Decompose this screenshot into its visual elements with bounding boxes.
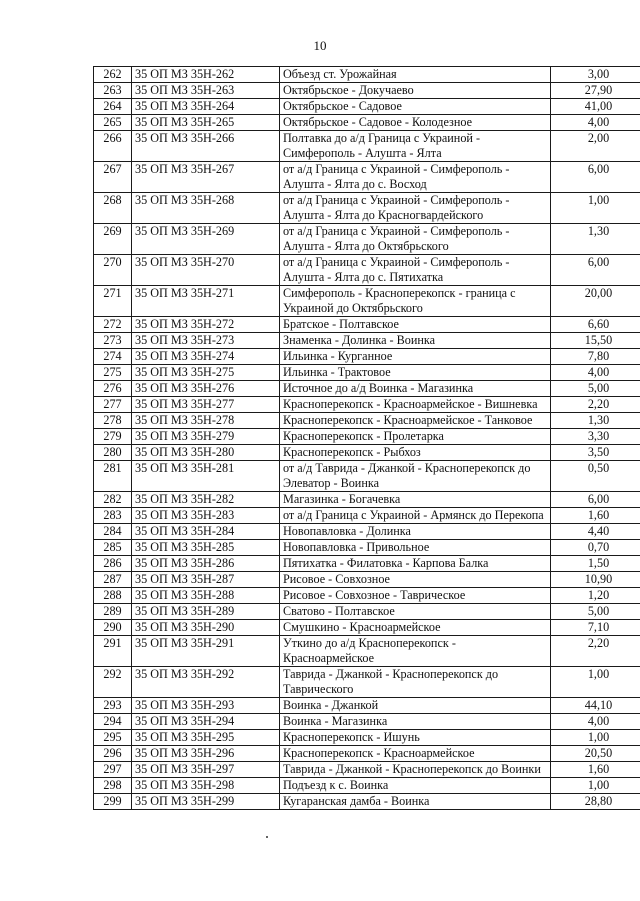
- table-row: [94, 714, 640, 730]
- road-code: 35 ОП МЗ 35Н-293: [132, 698, 280, 714]
- road-name: Таврида - Джанкой - Красноперекопск до Воинки: [280, 762, 551, 778]
- table-row: [94, 115, 640, 131]
- road-length: 20,00: [551, 286, 640, 317]
- table-row: [94, 556, 640, 572]
- table-row: [94, 445, 640, 461]
- row-number: 267: [94, 162, 132, 193]
- row-number: 295: [94, 730, 132, 746]
- table-row: [94, 413, 640, 429]
- road-code: 35 ОП МЗ 35Н-288: [132, 588, 280, 604]
- row-number: 277: [94, 397, 132, 413]
- road-name: Воинка - Джанкой: [280, 698, 551, 714]
- table-row: [94, 286, 640, 317]
- table-row: [94, 730, 640, 746]
- row-number: 275: [94, 365, 132, 381]
- road-code: 35 ОП МЗ 35Н-290: [132, 620, 280, 636]
- road-name: от а/д Граница с Украиной - Симферополь - Алушта - Ялта до с. Пятихатка: [280, 255, 551, 286]
- road-name: Кугаранская дамба - Воинка: [280, 794, 551, 810]
- road-code: 35 ОП МЗ 35Н-277: [132, 397, 280, 413]
- row-number: 288: [94, 588, 132, 604]
- road-name: от а/д Граница с Украиной - Симферополь - Алушта - Ялта до Октябрьского: [280, 224, 551, 255]
- row-number: 285: [94, 540, 132, 556]
- road-code: 35 ОП МЗ 35Н-267: [132, 162, 280, 193]
- table-row: [94, 131, 640, 162]
- road-code: 35 ОП МЗ 35Н-299: [132, 794, 280, 810]
- roads-table: [93, 66, 640, 810]
- row-number: 265: [94, 115, 132, 131]
- road-code: 35 ОП МЗ 35Н-262: [132, 67, 280, 83]
- road-name: Уткино до а/д Красноперекопск - Красноармейское: [280, 636, 551, 667]
- table-row: [94, 636, 640, 667]
- road-code: 35 ОП МЗ 35Н-275: [132, 365, 280, 381]
- stray-dot: [266, 836, 268, 838]
- row-number: 280: [94, 445, 132, 461]
- table-row: [94, 255, 640, 286]
- road-code: 35 ОП МЗ 35Н-278: [132, 413, 280, 429]
- road-code: 35 ОП МЗ 35Н-298: [132, 778, 280, 794]
- road-name: Братское - Полтавское: [280, 317, 551, 333]
- road-length: 1,00: [551, 778, 640, 794]
- road-name: от а/д Граница с Украиной - Симферополь - Алушта - Ялта до Красногвардейского: [280, 193, 551, 224]
- road-length: 2,00: [551, 131, 640, 162]
- roads-table-body: [94, 67, 640, 810]
- road-code: 35 ОП МЗ 35Н-276: [132, 381, 280, 397]
- road-name: Красноперекопск - Красноармейское: [280, 746, 551, 762]
- road-length: 6,00: [551, 255, 640, 286]
- table-row: [94, 588, 640, 604]
- road-name: Источное до а/д Воинка - Магазинка: [280, 381, 551, 397]
- table-row: [94, 667, 640, 698]
- row-number: 266: [94, 131, 132, 162]
- row-number: 283: [94, 508, 132, 524]
- road-length: 7,10: [551, 620, 640, 636]
- table-row: [94, 492, 640, 508]
- road-code: 35 ОП МЗ 35Н-296: [132, 746, 280, 762]
- road-length: 3,50: [551, 445, 640, 461]
- road-length: 1,30: [551, 224, 640, 255]
- road-name: Смушкино - Красноармейское: [280, 620, 551, 636]
- road-length: 4,00: [551, 115, 640, 131]
- road-name: Полтавка до а/д Граница с Украиной - Симферополь - Алушта - Ялта: [280, 131, 551, 162]
- road-length: 6,00: [551, 162, 640, 193]
- road-name: Красноперекопск - Красноармейское - Танковое: [280, 413, 551, 429]
- road-name: Воинка - Магазинка: [280, 714, 551, 730]
- road-code: 35 ОП МЗ 35Н-297: [132, 762, 280, 778]
- road-length: 3,30: [551, 429, 640, 445]
- road-length: 6,60: [551, 317, 640, 333]
- table-row: [94, 429, 640, 445]
- road-name: Подъезд к с. Воинка: [280, 778, 551, 794]
- table-row: [94, 540, 640, 556]
- road-code: 35 ОП МЗ 35Н-265: [132, 115, 280, 131]
- road-code: 35 ОП МЗ 35Н-284: [132, 524, 280, 540]
- road-length: 1,60: [551, 762, 640, 778]
- road-code: 35 ОП МЗ 35Н-289: [132, 604, 280, 620]
- road-length: 4,00: [551, 365, 640, 381]
- road-code: 35 ОП МЗ 35Н-291: [132, 636, 280, 667]
- road-length: 15,50: [551, 333, 640, 349]
- row-number: 274: [94, 349, 132, 365]
- road-name: Пятихатка - Филатовка - Карпова Балка: [280, 556, 551, 572]
- road-name: Новопавловка - Привольное: [280, 540, 551, 556]
- row-number: 270: [94, 255, 132, 286]
- road-code: 35 ОП МЗ 35Н-263: [132, 83, 280, 99]
- road-code: 35 ОП МЗ 35Н-271: [132, 286, 280, 317]
- table-row: [94, 604, 640, 620]
- road-code: 35 ОП МЗ 35Н-274: [132, 349, 280, 365]
- table-row: [94, 794, 640, 810]
- row-number: 290: [94, 620, 132, 636]
- road-name: Симферополь - Красноперекопск - граница с Украиной до Октябрьского: [280, 286, 551, 317]
- road-length: 1,00: [551, 730, 640, 746]
- road-code: 35 ОП МЗ 35Н-286: [132, 556, 280, 572]
- table-row: [94, 778, 640, 794]
- road-length: 1,60: [551, 508, 640, 524]
- row-number: 269: [94, 224, 132, 255]
- road-code: 35 ОП МЗ 35Н-272: [132, 317, 280, 333]
- row-number: 278: [94, 413, 132, 429]
- road-length: 1,30: [551, 413, 640, 429]
- road-length: 28,80: [551, 794, 640, 810]
- table-row: [94, 508, 640, 524]
- road-length: 44,10: [551, 698, 640, 714]
- row-number: 286: [94, 556, 132, 572]
- table-row: [94, 333, 640, 349]
- road-code: 35 ОП МЗ 35Н-266: [132, 131, 280, 162]
- road-name: Сватово - Полтавское: [280, 604, 551, 620]
- row-number: 294: [94, 714, 132, 730]
- road-name: Знаменка - Долинка - Воинка: [280, 333, 551, 349]
- table-row: [94, 317, 640, 333]
- road-name: от а/д Граница с Украиной - Симферополь - Алушта - Ялта до с. Восход: [280, 162, 551, 193]
- row-number: 271: [94, 286, 132, 317]
- road-name: Красноперекопск - Ишунь: [280, 730, 551, 746]
- road-code: 35 ОП МЗ 35Н-295: [132, 730, 280, 746]
- table-row: [94, 572, 640, 588]
- table-row: [94, 99, 640, 115]
- road-name: от а/д Граница с Украиной - Армянск до Перекопа: [280, 508, 551, 524]
- row-number: 292: [94, 667, 132, 698]
- road-length: 0,50: [551, 461, 640, 492]
- table-row: [94, 698, 640, 714]
- road-code: 35 ОП МЗ 35Н-273: [132, 333, 280, 349]
- road-length: 10,90: [551, 572, 640, 588]
- road-name: Ильинка - Курганное: [280, 349, 551, 365]
- road-code: 35 ОП МЗ 35Н-264: [132, 99, 280, 115]
- road-code: 35 ОП МЗ 35Н-292: [132, 667, 280, 698]
- row-number: 272: [94, 317, 132, 333]
- row-number: 297: [94, 762, 132, 778]
- row-number: 263: [94, 83, 132, 99]
- road-name: Магазинка - Богачевка: [280, 492, 551, 508]
- table-row: [94, 349, 640, 365]
- row-number: 291: [94, 636, 132, 667]
- road-length: 1,00: [551, 667, 640, 698]
- road-length: 5,00: [551, 604, 640, 620]
- table-row: [94, 461, 640, 492]
- road-length: 3,00: [551, 67, 640, 83]
- row-number: 273: [94, 333, 132, 349]
- road-code: 35 ОП МЗ 35Н-268: [132, 193, 280, 224]
- road-length: 6,00: [551, 492, 640, 508]
- road-name: Октябрьское - Садовое - Колодезное: [280, 115, 551, 131]
- road-length: 7,80: [551, 349, 640, 365]
- road-length: 4,00: [551, 714, 640, 730]
- row-number: 298: [94, 778, 132, 794]
- road-name: Ильинка - Трактовое: [280, 365, 551, 381]
- road-name: Красноперекопск - Пролетарка: [280, 429, 551, 445]
- road-length: 1,00: [551, 193, 640, 224]
- road-code: 35 ОП МЗ 35Н-270: [132, 255, 280, 286]
- road-code: 35 ОП МЗ 35Н-279: [132, 429, 280, 445]
- road-length: 2,20: [551, 636, 640, 667]
- road-name: Объезд ст. Урожайная: [280, 67, 551, 83]
- road-length: 20,50: [551, 746, 640, 762]
- row-number: 296: [94, 746, 132, 762]
- road-length: 27,90: [551, 83, 640, 99]
- table-row: [94, 83, 640, 99]
- table-row: [94, 746, 640, 762]
- road-length: 2,20: [551, 397, 640, 413]
- table-row: [94, 224, 640, 255]
- row-number: 276: [94, 381, 132, 397]
- row-number: 293: [94, 698, 132, 714]
- row-number: 299: [94, 794, 132, 810]
- table-row: [94, 193, 640, 224]
- row-number: 281: [94, 461, 132, 492]
- road-name: Октябрьское - Садовое: [280, 99, 551, 115]
- row-number: 287: [94, 572, 132, 588]
- table-row: [94, 524, 640, 540]
- row-number: 284: [94, 524, 132, 540]
- road-code: 35 ОП МЗ 35Н-269: [132, 224, 280, 255]
- row-number: 289: [94, 604, 132, 620]
- table-row: [94, 762, 640, 778]
- road-code: 35 ОП МЗ 35Н-285: [132, 540, 280, 556]
- road-code: 35 ОП МЗ 35Н-283: [132, 508, 280, 524]
- table-row: [94, 381, 640, 397]
- row-number: 279: [94, 429, 132, 445]
- road-name: Рисовое - Совхозное - Таврическое: [280, 588, 551, 604]
- road-length: 4,40: [551, 524, 640, 540]
- row-number: 268: [94, 193, 132, 224]
- road-name: Новопавловка - Долинка: [280, 524, 551, 540]
- road-name: Рисовое - Совхозное: [280, 572, 551, 588]
- road-name: Красноперекопск - Рыбхоз: [280, 445, 551, 461]
- table-row: [94, 162, 640, 193]
- table-row: [94, 365, 640, 381]
- road-length: 5,00: [551, 381, 640, 397]
- road-code: 35 ОП МЗ 35Н-282: [132, 492, 280, 508]
- road-code: 35 ОП МЗ 35Н-294: [132, 714, 280, 730]
- road-length: 41,00: [551, 99, 640, 115]
- page-number: 10: [313, 38, 327, 53]
- table-row: [94, 397, 640, 413]
- row-number: 262: [94, 67, 132, 83]
- table-row: [94, 67, 640, 83]
- road-length: 0,70: [551, 540, 640, 556]
- road-code: 35 ОП МЗ 35Н-287: [132, 572, 280, 588]
- road-length: 1,50: [551, 556, 640, 572]
- road-name: Октябрьское - Докучаево: [280, 83, 551, 99]
- row-number: 264: [94, 99, 132, 115]
- road-code: 35 ОП МЗ 35Н-280: [132, 445, 280, 461]
- road-name: Таврида - Джанкой - Красноперекопск до Таврического: [280, 667, 551, 698]
- table-row: [94, 620, 640, 636]
- road-length: 1,20: [551, 588, 640, 604]
- road-name: Красноперекопск - Красноармейское - Вишневка: [280, 397, 551, 413]
- row-number: 282: [94, 492, 132, 508]
- road-name: от а/д Таврида - Джанкой - Красноперекопск до Элеватор - Воинка: [280, 461, 551, 492]
- road-code: 35 ОП МЗ 35Н-281: [132, 461, 280, 492]
